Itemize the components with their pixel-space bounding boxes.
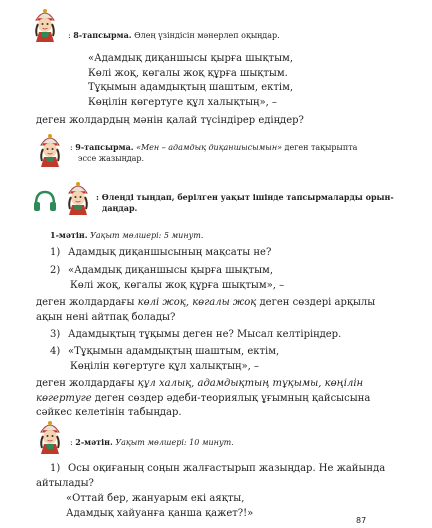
listen-instruction: : Өлеңді тыңдап, берілген уақыт ішінде тапсырмаларды орын- даңдар. [96, 192, 394, 213]
text1-end: деген жолдардағы құл халық, адамдықтың тұқымы, көңілін көгертуге деген сөздер әдеби-теориялық ұғымның қайсысына сәйкес келетінін табыңдар. [36, 378, 371, 418]
task9-title: 9-тапсырма. [75, 142, 134, 152]
poem-line: Көлі жоқ, көгалы жоқ құрға шықтым. [88, 67, 288, 79]
text2-q1: 1) Осы оқиғаның соңын жалғастырып жазыңдар. Не жайында айтылады? [36, 463, 386, 489]
text1-header: 1-мәтін. Уақыт мөлшері: 5 минут. [50, 230, 204, 240]
text1-q1: 1) Адамдық диқаншысының мақсаты не? [50, 247, 272, 258]
task8-poem [88, 52, 293, 110]
girl-icon [35, 133, 65, 168]
page-number: 87 [356, 516, 367, 525]
task9-text: : 9-тапсырма. «Мен – адамдық диқаншысымын» деген тақырыпта эссе жазыңдар. [70, 142, 400, 164]
text1-q4: 4) «Тұқымын адамдықтың шаштым, ектім, Көңілін көгертуге құл халықтың», – [50, 346, 280, 372]
text1-q2: 2) «Адамдық диқаншысы қырға шықтым, Көлі жоқ, көгалы жоқ құрға шықтым», – [50, 265, 285, 291]
task8-title: 8-тапсырма. [73, 30, 132, 40]
girl-icon [30, 8, 60, 43]
task9-rest: деген тақырыпта [281, 143, 358, 152]
text2-header: : 2-мәтін. Уақыт мөлшері: 10 минут. [70, 437, 234, 447]
task9-topic: «Мен – адамдық диқаншысымын» [136, 143, 282, 152]
poem-line: «Адамдық диқаншысы қырға шықтым, [88, 53, 294, 64]
text1-mid: деген жолдардағы көлі жоқ, көгалы жоқ деген сөздері арқылы ақын нені айтпақ болады? [36, 297, 376, 323]
girl-icon [63, 181, 93, 216]
poem-line: Көңілін көгертуге құл халықтың», – [88, 96, 277, 108]
task8-header: : 8-тапсырма. Өлең үзіндісін мәнерлеп оқыңдар. [68, 30, 280, 40]
task8-question: деген жолдардың мәнін қалай түсіндірер едіңдер? [36, 115, 304, 126]
girl-icon [35, 420, 65, 455]
task9-rest-2: эссе жазыңдар. [78, 154, 145, 163]
text2-poem: «Оттай бер, жануарым екі аяқты, Адамдық хайуанға қанша қажет?!» [66, 493, 254, 519]
poem-line: Тұқымын адамдықтың шаштым, ектім, [88, 82, 294, 93]
text1-q3: 3) Адамдықтың тұқымы деген не? Мысал келтіріңдер. [50, 329, 342, 340]
task8-instruction: Өлең үзіндісін мәнерлеп оқыңдар. [134, 31, 280, 40]
headphones-icon [32, 188, 58, 218]
